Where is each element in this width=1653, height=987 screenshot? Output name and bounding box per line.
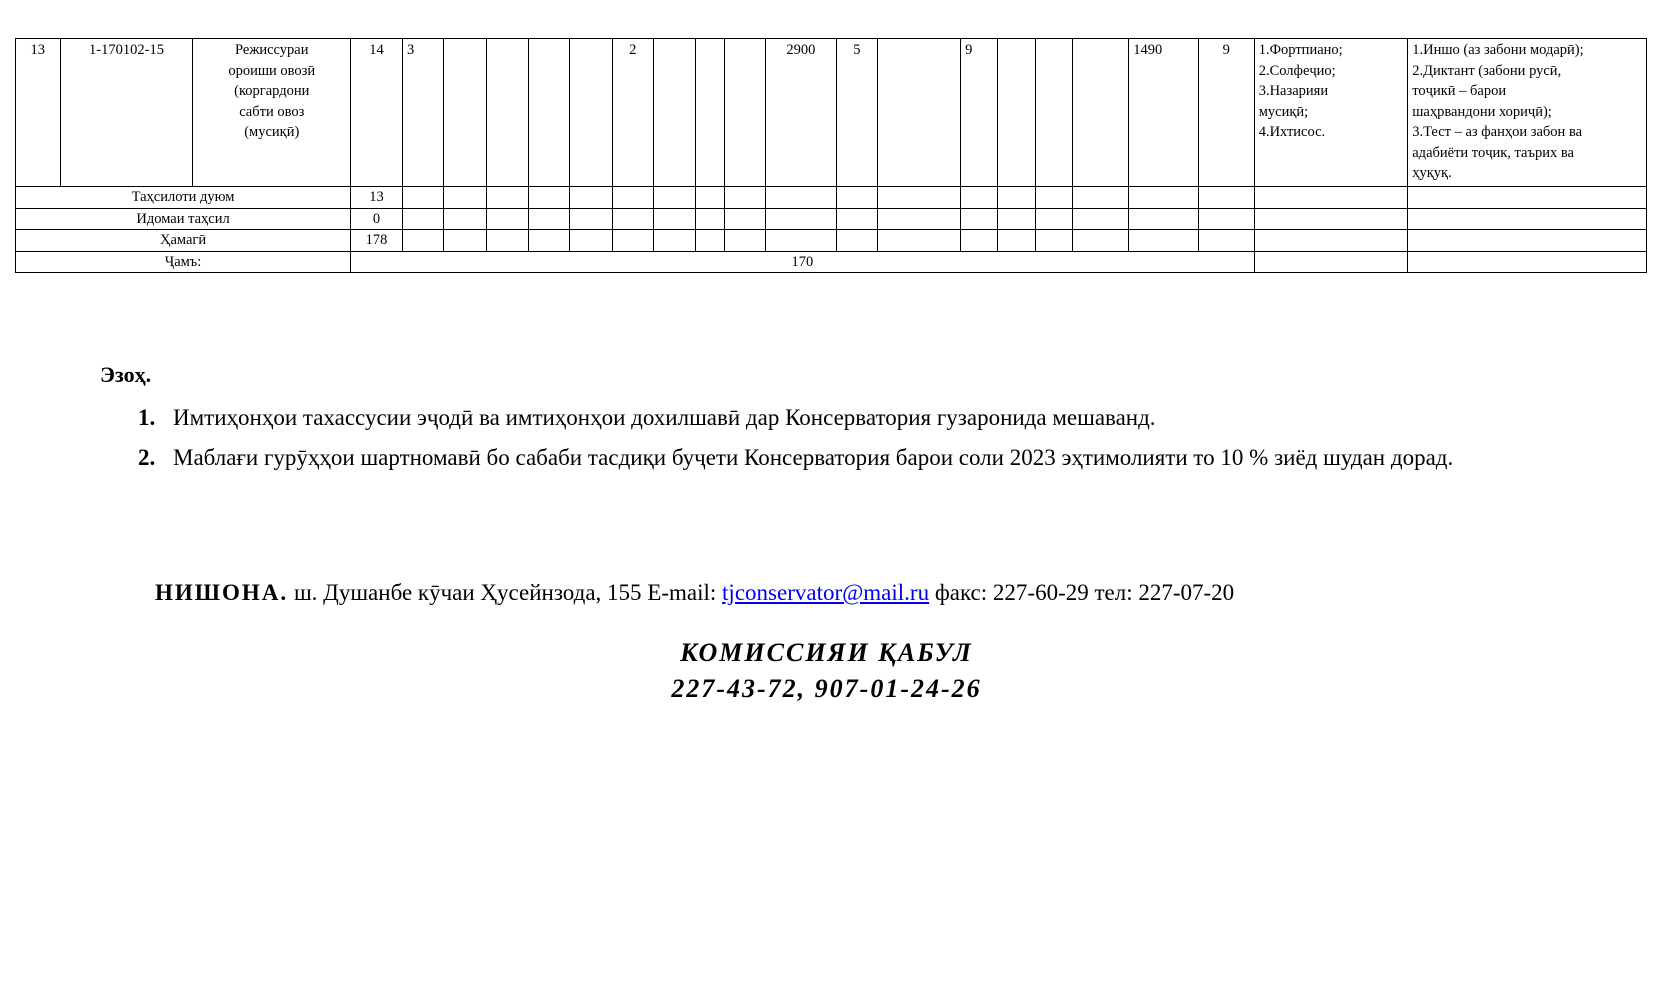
summary-row-all — [16, 230, 1647, 252]
list-item-number: 2. — [138, 445, 156, 470]
cell-c12 — [695, 39, 724, 187]
row-index: 13 — [16, 39, 61, 187]
cell-c22: 9 — [1198, 39, 1254, 187]
notes-list — [138, 398, 1568, 478]
specialty-exams: 1.Фортпиано; 2.Солфеҷио; 3.Назарияи мусиқӣ; 4.Ихтисос. — [1254, 39, 1408, 187]
summary-row-second-degree — [16, 187, 1647, 209]
cell-c6 — [444, 39, 487, 187]
list-item — [138, 438, 1568, 478]
summary-label: Идомаи таҳсил — [16, 208, 351, 230]
contact-numbers: факс: 227-60-29 тел: 227-07-20 — [934, 580, 1235, 605]
list-item-text: Имтиҳонҳои тахассусии эҷодӣ ва имтиҳонҳои дохилшавӣ дар Консерватория гузаронида мешаванд. — [173, 405, 1156, 430]
cell-c4: 14 — [351, 39, 403, 187]
cell-c19 — [1035, 39, 1072, 187]
summary-value: 178 — [351, 230, 403, 252]
cell-c7 — [487, 39, 529, 187]
cell-c18 — [998, 39, 1035, 187]
cell-c14: 2900 — [766, 39, 837, 187]
total-row — [16, 251, 1647, 273]
cell-c16 — [878, 39, 961, 187]
summary-row-continuation — [16, 208, 1647, 230]
total-value: 170 — [351, 251, 1255, 273]
summary-value: 0 — [351, 208, 403, 230]
table-row — [16, 39, 1647, 187]
list-item-number: 1. — [138, 405, 156, 430]
cell-c5: 3 — [402, 39, 444, 187]
cell-c10: 2 — [612, 39, 654, 187]
cell-c21: 1490 — [1129, 39, 1199, 187]
address-label: НИШОНА. — [155, 580, 289, 605]
notes-title: Эзоҳ. — [100, 362, 152, 387]
cell-c9 — [570, 39, 613, 187]
cell-c17: 9 — [961, 39, 998, 187]
summary-value: 13 — [351, 187, 403, 209]
cell-c8 — [528, 39, 570, 187]
cell-c11 — [654, 39, 696, 187]
address-line — [155, 580, 1234, 606]
commission-phones: 227-43-72, 907-01-24-26 — [671, 674, 982, 703]
cell-c20 — [1073, 39, 1129, 187]
specialty-code: 1-170102-15 — [60, 39, 193, 187]
list-item — [138, 398, 1568, 438]
summary-label: Таҳсилоти дуюм — [16, 187, 351, 209]
cell-c13 — [724, 39, 766, 187]
total-label: Ҷамъ: — [16, 251, 351, 273]
specialty-name: Режиссураи ороиши овозӣ (коргардони сабти овоз (мусиқӣ) — [193, 39, 351, 187]
admission-plan-table — [15, 38, 1647, 273]
address-street: ш. Душанбе кӯчаи Ҳусейнзода, 155 — [293, 580, 642, 605]
list-item-text: Маблағи гурӯҳҳои шартномавӣ бо сабаби тасдиқи буҷети Консерватория барои соли 2023 эҳтимолияти то 10 % зиёд шудан дорад. — [173, 445, 1454, 470]
cell-c15: 5 — [836, 39, 878, 187]
entrance-exams: 1.Иншо (аз забони модарӣ); 2.Диктант (забони русӣ, тоҷикӣ – барои шаҳрвандони хориҷӣ); 3.Тест – аз фанҳои забон ва адабиёти тоҷик, таърих ва ҳуқуқ. — [1408, 39, 1647, 187]
email-label: E-mail: — [647, 580, 717, 605]
commission-title: КОМИССИЯИ ҚАБУЛ — [680, 638, 973, 667]
summary-label: Ҳамагӣ — [16, 230, 351, 252]
email-link[interactable]: tjconservator@mail.ru — [722, 580, 930, 605]
